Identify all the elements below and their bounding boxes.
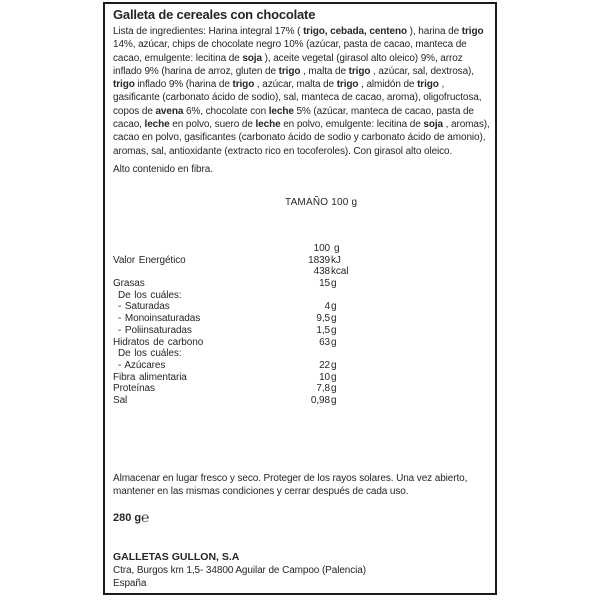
nutrition-value: 63 <box>319 336 330 348</box>
nutrition-row-salt <box>113 395 493 407</box>
net-weight <box>113 509 150 525</box>
nutrition-unit: g <box>331 359 337 371</box>
nutrition-row-fiber <box>113 372 493 384</box>
net-weight-value: 280 g <box>113 512 142 524</box>
nutrition-value: 9,5 <box>316 313 330 325</box>
nutrition-unit: g <box>331 324 337 336</box>
nutrition-unit: g <box>331 278 337 290</box>
nutrition-row-saturated <box>113 301 493 313</box>
nutrition-unit: g <box>331 383 337 395</box>
nutrition-value: 4 <box>324 301 330 313</box>
nutrition-row-carbohydrates <box>113 337 493 349</box>
nutrition-label: - Monoinsaturadas <box>118 313 201 325</box>
label-panel <box>103 2 497 595</box>
nutrition-label: Valor Energético <box>113 254 186 266</box>
nutrition-row-protein <box>113 383 493 395</box>
nutrition-table <box>113 243 493 407</box>
nutrition-row-energy-kj <box>113 255 493 267</box>
nutrition-label: - Azúcares <box>118 359 166 371</box>
nutrition-row-polyunsaturated <box>113 325 493 337</box>
nutrition-value: 22 <box>319 359 330 371</box>
ingredients-text: Lista de ingredientes: Harina integral 17% ( trigo, cebada, centeno ), harina de trigo 14%, azúcar, chips de chocolate negro 10% (azúcar, pasta de cacao, manteca de cacao, emulgente: lecitina de soja ), aceite vegetal (girasol alto oleico) 9%, arroz inflado 9% (harina de arroz, gluten de trigo , malta de trigo , azúcar, sal, dextrosa), trigo inflado 9% (harina de trigo , azúcar, malta de trigo , almidón de trigo , gasificante (carbonato ácido de sodio), sal, manteca de cacao, aroma), oligofructosa, copos de avena 6%, chocolate con leche 5% (azúcar, manteca de cacao, pasta de cacao, leche en polvo, suero de leche en polvo, emulgente: lecitina de soja , aromas), cacao en polvo, gasificantes (carbonato ácido de sodio y carbonato ácido de amonio), aromas, sal, antioxidante (extracto rico en tocoferoles). Con girasol alto oleico. <box>113 26 490 157</box>
nutrition-header-unit: g <box>334 243 340 254</box>
nutrition-value: 10 <box>319 371 330 383</box>
nutrition-value: 0,98 <box>310 394 330 406</box>
nutrition-value: 15 <box>319 278 330 290</box>
nutrition-label: Sal <box>113 394 128 406</box>
nutrition-row-sugars <box>113 360 493 372</box>
nutrition-row-of-which-carbs <box>113 348 493 360</box>
nutrition-unit: kcal <box>331 266 349 278</box>
nutrition-unit: g <box>331 301 337 313</box>
nutrition-label: - Poliinsaturadas <box>118 324 192 336</box>
nutrition-row-of-which-fat <box>113 290 493 302</box>
nutrition-column-header <box>113 243 493 255</box>
nutrition-unit: g <box>331 371 337 383</box>
nutrition-value: 438 <box>313 266 330 278</box>
nutrition-label: Hidratos de carbono <box>113 336 204 348</box>
nutrition-label: De los cuáles: <box>118 348 182 360</box>
nutrition-value: 1839 <box>308 254 330 266</box>
manufacturer-block <box>113 551 493 590</box>
nutrition-label: Grasas <box>113 278 145 290</box>
nutrition-value: 7,8 <box>316 383 330 395</box>
estimated-sign: ℮ <box>141 509 150 525</box>
nutrition-unit: g <box>331 394 337 406</box>
nutrition-row-monounsaturated <box>113 313 493 325</box>
nutrition-label: - Saturadas <box>118 301 170 313</box>
nutrition-unit: g <box>331 336 337 348</box>
storage-instructions: Almacenar en lugar fresco y seco. Proteger de los rayos solares. Una vez abierto, mantener en las mismas condiciones y cerrar después de cada uso. <box>113 473 468 497</box>
nutrition-label: Proteínas <box>113 383 155 395</box>
nutrition-value: 1,5 <box>316 324 330 336</box>
serving-size-header: TAMAÑO 100 g <box>285 197 358 208</box>
nutrition-header-value: 100 <box>313 243 330 254</box>
manufacturer-address: Ctra, Burgos km 1,5- 34800 Aguilar de Campoo (Palencia) <box>113 565 366 576</box>
manufacturer-country: España <box>113 578 147 589</box>
product-title: Galleta de cereales con chocolate <box>113 7 316 22</box>
nutrition-label: De los cuáles: <box>118 289 182 301</box>
fiber-claim: Alto contenido en fibra. <box>113 164 213 175</box>
nutrition-row-energy-kcal <box>113 266 493 278</box>
nutrition-row-fat <box>113 278 493 290</box>
nutrition-unit: g <box>331 313 337 325</box>
nutrition-label: Fibra alimentaria <box>113 371 187 383</box>
manufacturer-name: GALLETAS GULLON, S.A <box>113 551 240 563</box>
nutrition-unit: kJ <box>331 254 341 266</box>
